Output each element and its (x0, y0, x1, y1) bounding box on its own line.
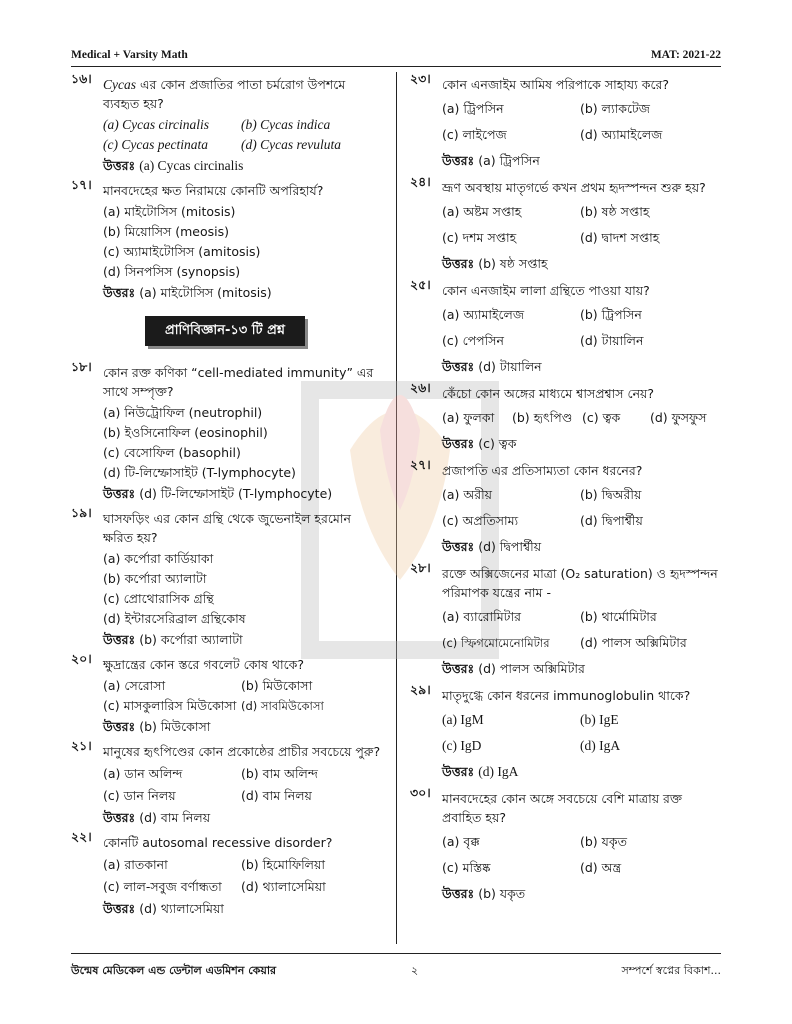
option-d: (d) Cycas revuluta (241, 137, 341, 152)
option-d: (d) বাম নিলয় (241, 788, 312, 803)
option-b: (b) ইওসিনোফিল (eosinophil) (103, 425, 268, 440)
question-number: ২৫। (410, 277, 431, 292)
question-text: মানবদেহের কোন অঙ্গে সবচেয়ে বেশি মাত্রায় রক্ত প্রবাহিত হয়? (442, 791, 683, 825)
question-29 (410, 682, 722, 785)
section-header (71, 304, 383, 359)
option-c: (c) পেপসিন (442, 333, 504, 348)
option-c: (c) স্ফিগমোমেনোমিটার (442, 636, 550, 650)
answer-line (71, 155, 383, 177)
question-23 (410, 71, 722, 174)
option-b: (b) ষষ্ঠ সপ্তাহ (580, 204, 650, 219)
question-text (103, 71, 383, 115)
answer-text: (a) Cycas circinalis (139, 158, 244, 173)
answer-line (410, 759, 722, 785)
answer-line (71, 483, 383, 505)
option-d: (d) সাবমিউকোসা (241, 699, 324, 713)
answer-line (410, 656, 722, 682)
option-b: (b) মিয়োসিস (meosis) (103, 224, 230, 239)
option-a: (a) অষ্টম সপ্তাহ (442, 204, 522, 219)
answer-label: উত্তরঃ (442, 764, 475, 779)
answer-text: (a) ট্রিপসিন (478, 153, 540, 168)
answer-label: উত্তরঃ (103, 285, 136, 300)
option-b: (b) মিউকোসা (241, 678, 313, 693)
question-text: ক্ষুদ্রান্ত্রের কোন স্তরে গবলেট কোষ থাকে? (103, 657, 305, 672)
question-text-rest: এর কোন প্রজাতির পাতা চর্মরোগ উপশমে ব্যবহৃত হয়? (103, 77, 346, 111)
answer-label: উত্তরঃ (103, 901, 136, 916)
answer-line (71, 629, 383, 651)
option-a: (a) সেরোসা (103, 678, 166, 693)
question-number: ১৭। (71, 177, 92, 192)
header-left-text: Medical + Varsity Math (71, 49, 188, 61)
option-c: (c) অপ্রতিসাম্য (442, 513, 519, 528)
option-b: (b) ট্রিপসিন (580, 307, 642, 322)
answer-line (410, 148, 722, 174)
answer-label: উত্তরঃ (442, 256, 475, 271)
question-number: ২৬। (410, 380, 431, 395)
answer-line (410, 881, 722, 907)
answer-label: উত্তরঃ (103, 632, 136, 647)
question-text: মাতৃদুগ্ধে কোন ধরনের immunoglobulin থাকে? (442, 688, 691, 703)
question-text: ঘাসফড়িং এর কোন গ্রন্থি থেকে জুভেনাইল হরমোন ক্ষরিত হয়? (103, 511, 351, 545)
question-text: মানবদেহের ক্ষত নিরাময়ে কোনটি অপরিহার্য? (103, 183, 324, 198)
question-30 (410, 785, 722, 907)
answer-text: (b) যকৃত (478, 886, 526, 901)
header-rule (71, 66, 721, 67)
answer-text: (c) ত্বক (478, 436, 517, 451)
option-c: (c) Cycas pectinata (103, 137, 208, 152)
answer-line (410, 534, 722, 560)
option-a: (a) ব্যারোমিটার (442, 609, 521, 624)
option-b: (b) দ্বিঅরীয় (580, 487, 642, 502)
option-a: (a) মাইটোসিস (mitosis) (103, 204, 236, 219)
option-b: (b) IgE (580, 712, 619, 727)
option-c: (c) ডান নিলয় (103, 788, 176, 803)
answer-text: (b) ষষ্ঠ সপ্তাহ (478, 256, 548, 271)
option-c: (c) লাইপেজ (442, 127, 507, 142)
option-b: (b) বাম অলিন্দ (241, 766, 318, 781)
answer-line (410, 431, 722, 457)
option-b: (b) থার্মোমিটার (580, 609, 657, 624)
page-footer (71, 962, 721, 976)
right-column (410, 71, 722, 907)
question-text: ভ্রূণ অবস্থায় মাতৃগর্ভে কখন প্রথম হৃদস্পন্দন শুরু হয়? (442, 180, 706, 195)
option-d: (d) থ্যালাসেমিয়া (241, 879, 326, 894)
option-c: (c) অ্যামাইটোসিস (amitosis) (103, 244, 261, 259)
option-a: (a) নিউট্রোফিল (neutrophil) (103, 405, 263, 420)
question-24 (410, 174, 722, 277)
question-number: ১৯। (71, 505, 92, 520)
option-a: (a) ফুলকা (442, 410, 495, 425)
section-title: প্রাণিবিজ্ঞান-১৩ টি প্রশ্ন (145, 316, 305, 346)
answer-text: (d) টায়ালিন (478, 359, 542, 374)
option-d: (d) অ্যামাইলেজ (580, 127, 663, 142)
option-d: (d) দ্বিপার্শ্বীয় (580, 513, 643, 528)
answer-line (410, 354, 722, 380)
question-21 (71, 738, 383, 829)
option-a: (a) অরীয় (442, 487, 493, 502)
question-text-latin: Cycas (103, 77, 136, 92)
answer-label: উত্তরঃ (103, 158, 136, 173)
question-17 (71, 177, 383, 304)
option-c: (c) বেসোফিল (basophil) (103, 445, 241, 460)
question-text: কোন রক্ত কণিকা “cell-mediated immunity” এর সাথে সম্পৃক্ত? (103, 365, 374, 399)
footer-rule (71, 953, 721, 954)
option-c: (c) IgD (442, 738, 482, 753)
answer-line (71, 282, 383, 304)
page-header (71, 49, 721, 63)
answer-line (71, 716, 383, 738)
question-22 (71, 829, 383, 920)
question-text: মানুষের হৃৎপিণ্ডের কোন প্রকোষ্ঠের প্রাচীর সবচেয়ে পুরু? (103, 744, 381, 759)
option-a: (a) ট্রিপসিন (442, 101, 504, 116)
answer-text: (d) থ্যালাসেমিয়া (139, 901, 224, 916)
answer-label: উত্তরঃ (103, 486, 136, 501)
option-d: (d) দ্বাদশ সপ্তাহ (580, 230, 660, 245)
left-column (71, 71, 383, 920)
answer-label: উত্তরঃ (442, 153, 475, 168)
option-d: (d) IgA (580, 738, 621, 753)
option-a: (a) অ্যামাইলেজ (442, 307, 525, 322)
question-number: ২৪। (410, 174, 431, 189)
option-d: (d) সিনপসিস (synopsis) (103, 264, 241, 279)
question-number: ১৮। (71, 359, 92, 374)
answer-label: উত্তরঃ (442, 436, 475, 451)
answer-text: (a) মাইটোসিস (mitosis) (139, 285, 272, 300)
option-b: (b) ল্যাকটেজ (580, 101, 650, 116)
answer-line (410, 251, 722, 277)
option-c: (c) ত্বক (582, 410, 621, 425)
answer-text: (b) কর্পোরা অ্যালাটা (139, 632, 243, 647)
question-25 (410, 277, 722, 380)
answer-text: (d) IgA (478, 764, 519, 779)
question-number: ৩০। (410, 785, 431, 800)
option-d: (d) ইন্টারসেরিব্রাল গ্রন্থিকোষ (103, 611, 246, 626)
answer-label: উত্তরঃ (442, 359, 475, 374)
option-a: (a) কর্পোরা কার্ডিয়াকা (103, 551, 214, 566)
answer-label: উত্তরঃ (103, 719, 136, 734)
question-number: ২১। (71, 738, 92, 753)
option-a: (a) রাতকানা (103, 857, 168, 872)
option-c: (c) মাসকুলারিস মিউকোসা (103, 698, 237, 713)
option-b: (b) হৃৎপিণ্ড (512, 410, 573, 425)
header-right-text: MAT: 2021-22 (650, 49, 721, 61)
answer-label: উত্তরঃ (442, 886, 475, 901)
option-c: (c) মস্তিষ্ক (442, 860, 491, 875)
option-b: (b) কর্পোরা অ্যালাটা (103, 571, 207, 586)
question-number: ২০। (71, 651, 92, 666)
option-b: (b) Cycas indica (241, 117, 331, 132)
question-text: কেঁচো কোন অঙ্গের মাধ্যমে শ্বাসপ্রশ্বাস নেয়? (442, 386, 655, 401)
question-26 (410, 380, 722, 457)
option-c: (c) প্রোথোরাসিক গ্রন্থি (103, 591, 214, 606)
answer-text: (b) মিউকোসা (139, 719, 211, 734)
answer-label: উত্তরঃ (103, 810, 136, 825)
question-text: কোন এনজাইম আমিষ পরিপাকে সাহায্য করে? (442, 77, 669, 92)
question-text: রক্তে অক্সিজেনের মাত্রা (O₂ saturation) ও হৃদস্পন্দন পরিমাপক যন্ত্রের নাম - (442, 566, 718, 600)
answer-label: উত্তরঃ (442, 661, 475, 676)
question-number: ২২। (71, 829, 92, 844)
page-number: ২ (411, 964, 419, 977)
answer-text: (d) পালস অক্সিমিটার (478, 661, 585, 676)
question-number: ২৭। (410, 457, 431, 472)
footer-right-text: সম্পর্শে স্বপ্নের বিকাশ... (621, 964, 721, 977)
question-text: কোনটি autosomal recessive disorder? (103, 835, 333, 850)
question-number: ১৬। (71, 71, 92, 86)
question-27 (410, 457, 722, 560)
question-text: প্রজাপতি এর প্রতিসাম্যতা কোন ধরনের? (442, 463, 643, 478)
answer-label: উত্তরঃ (442, 539, 475, 554)
option-d: (d) টায়ালিন (580, 333, 644, 348)
answer-text: (d) দ্বিপার্শ্বীয় (478, 539, 542, 554)
option-d: (d) টি-লিম্ফোসাইট (T-lymphocyte) (103, 465, 296, 480)
footer-left-text: উন্মেষ মেডিকেল এন্ড ডেন্টাল এডমিশন কেয়ার (71, 964, 277, 977)
option-a: (a) Cycas circinalis (103, 117, 209, 132)
answer-line (71, 807, 383, 829)
option-d: (d) ফুসফুস (650, 410, 707, 425)
question-18 (71, 359, 383, 505)
answer-text: (d) টি-লিম্ফোসাইট (T-lymphocyte) (139, 486, 333, 501)
option-d: (d) পালস অক্সিমিটার (580, 635, 687, 650)
option-a: (a) বৃক্ক (442, 834, 480, 849)
question-28 (410, 560, 722, 682)
option-c: (c) লাল-সবুজ বর্ণান্ধতা (103, 879, 222, 894)
option-a: (a) ডান অলিন্দ (103, 766, 183, 781)
option-a: (a) IgM (442, 712, 484, 727)
option-c: (c) দশম সপ্তাহ (442, 230, 517, 245)
option-d: (d) অন্ত্র (580, 860, 622, 875)
question-number: ২৮। (410, 560, 431, 575)
question-number: ২৩। (410, 71, 431, 86)
option-b: (b) যকৃত (580, 834, 627, 849)
question-20 (71, 651, 383, 738)
question-19 (71, 505, 383, 651)
answer-text: (d) বাম নিলয় (139, 810, 211, 825)
option-b: (b) হিমোফিলিয়া (241, 857, 325, 872)
question-number: ২৯। (410, 682, 431, 697)
answer-line (71, 898, 383, 920)
question-text: কোন এনজাইম লালা গ্রন্থিতে পাওয়া যায়? (442, 283, 650, 298)
question-16 (71, 71, 383, 177)
